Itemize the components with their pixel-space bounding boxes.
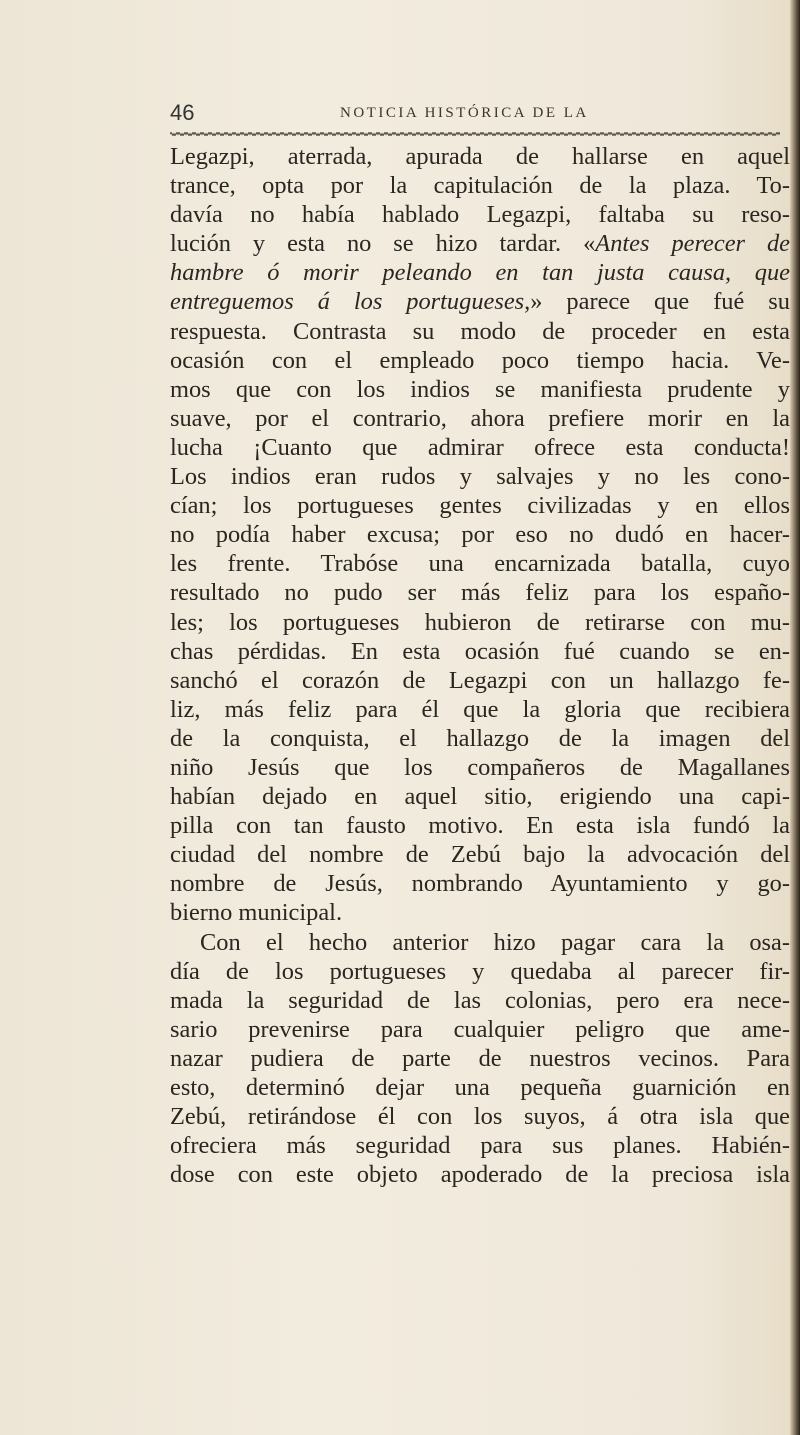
text-run: día de los portugueses y quedaba al parecer fir- — [170, 957, 790, 985]
text-line — [170, 986, 790, 1015]
text-run: nazar pudiera de parte de nuestros vecinos. Para — [170, 1044, 790, 1072]
text-line — [170, 1015, 790, 1044]
text-run: bierno municipal. — [170, 899, 343, 927]
text-run: trance, opta por la capitulación de la plaza. To- — [170, 172, 790, 200]
running-head: NOTICIA HISTÓRICA DE LA — [340, 105, 589, 121]
text-run: cían; los portugueses gentes civilizadas y en ellos — [170, 492, 790, 520]
text-run: pilla con tan fausto motivo. En esta isla fundó la — [170, 812, 790, 840]
text-line — [170, 142, 790, 171]
italic-run: Antes perecer de — [595, 230, 790, 258]
text-line — [170, 724, 790, 753]
text-run: les frente. Trabóse una encarnizada batalla, cuyo — [170, 550, 790, 578]
text-line — [170, 695, 790, 724]
text-line — [170, 928, 790, 957]
text-run: respuesta. Contrasta su modo de proceder en esta — [170, 317, 790, 345]
text-line — [170, 200, 790, 229]
text-run: sanchó el corazón de Legazpi con un hallazgo fe- — [170, 666, 790, 694]
text-line — [170, 1131, 790, 1160]
text-run: Con el hecho anterior hizo pagar cara la osa- — [200, 928, 790, 956]
text-run: dose con este objeto apoderado de la preciosa isla — [170, 1161, 790, 1189]
text-run: nombre de Jesús, nombrando Ayuntamiento y go- — [170, 870, 790, 898]
text-line — [170, 375, 790, 404]
page-header — [170, 100, 780, 128]
text-run: mos que con los indios se manifiesta prudente y — [170, 375, 790, 403]
italic-run: entreguemos á los portugueses, — [170, 288, 531, 316]
text-line — [170, 229, 790, 258]
italic-run: hambre ó morir peleando en tan justa causa, que — [170, 259, 790, 287]
text-run: ofreciera más seguridad para sus planes. Habién- — [170, 1132, 790, 1160]
text-run: les; los portugueses hubieron de retirarse con mu- — [170, 608, 790, 636]
text-run: suave, por el contrario, ahora prefiere morir en la — [170, 404, 790, 432]
header-rule — [170, 131, 780, 137]
text-run: lución y esta no se hizo tardar. « — [170, 230, 596, 258]
text-line — [170, 1073, 790, 1102]
text-line — [170, 171, 790, 200]
text-run: de la conquista, el hallazgo de la imagen del — [170, 724, 790, 752]
text-line — [170, 608, 790, 637]
text-line — [170, 404, 790, 433]
text-run: resultado no pudo ser más feliz para los españo- — [170, 579, 790, 607]
text-run: chas pérdidas. En esta ocasión fué cuando se en- — [170, 637, 790, 665]
text-run: mada la seguridad de las colonias, pero era nece- — [170, 986, 790, 1014]
text-run: ocasión con el empleado poco tiempo hacia. Ve- — [170, 346, 790, 374]
text-line — [170, 840, 790, 869]
text-run: liz, más feliz para él que la gloria que recibiera — [170, 695, 790, 723]
text-run: no podía haber excusa; por eso no dudó en hacer- — [170, 521, 790, 549]
text-run: niño Jesús que los compañeros de Magallanes — [170, 753, 790, 781]
text-run: » parece que fué su — [530, 288, 790, 316]
page-edge — [790, 0, 800, 1435]
text-line — [170, 666, 790, 695]
text-line — [170, 637, 790, 666]
text-line — [170, 549, 790, 578]
text-line — [170, 346, 790, 375]
text-line — [170, 258, 790, 287]
text-line — [170, 578, 790, 607]
text-line — [170, 462, 790, 491]
text-line — [170, 491, 790, 520]
text-run: Legazpi, aterrada, apurada de hallarse en aquel — [170, 143, 790, 170]
text-run: davía no había hablado Legazpi, faltaba su reso- — [170, 201, 790, 229]
text-run: lucha ¡Cuanto que admirar ofrece esta conducta! — [170, 433, 790, 461]
text-run: habían dejado en aquel sitio, erigiendo una capi- — [170, 783, 790, 811]
text-run: sario prevenirse para cualquier peligro que ame- — [170, 1015, 790, 1043]
text-run: esto, determinó dejar una pequeña guarnición en — [170, 1074, 790, 1101]
text-run: ciudad del nombre de Zebú bajo la advocación del — [170, 841, 790, 869]
text-line — [170, 1044, 790, 1073]
text-run: Los indios eran rudos y salvajes y no les cono- — [170, 463, 790, 491]
text-line — [170, 782, 790, 811]
text-line — [170, 1160, 790, 1189]
text-line — [170, 520, 790, 549]
text-line — [170, 957, 790, 986]
text-line — [170, 317, 790, 346]
text-line — [170, 869, 790, 898]
text-line — [170, 811, 790, 840]
text-run: Zebú, retirándose él con los suyos, á otra isla que — [170, 1103, 790, 1131]
page-number: 46 — [170, 100, 195, 125]
text-line — [170, 753, 790, 782]
text-line — [170, 287, 790, 316]
text-line — [170, 433, 790, 462]
text-line — [170, 1102, 790, 1131]
text-line — [170, 898, 790, 927]
body-text — [170, 142, 790, 1189]
